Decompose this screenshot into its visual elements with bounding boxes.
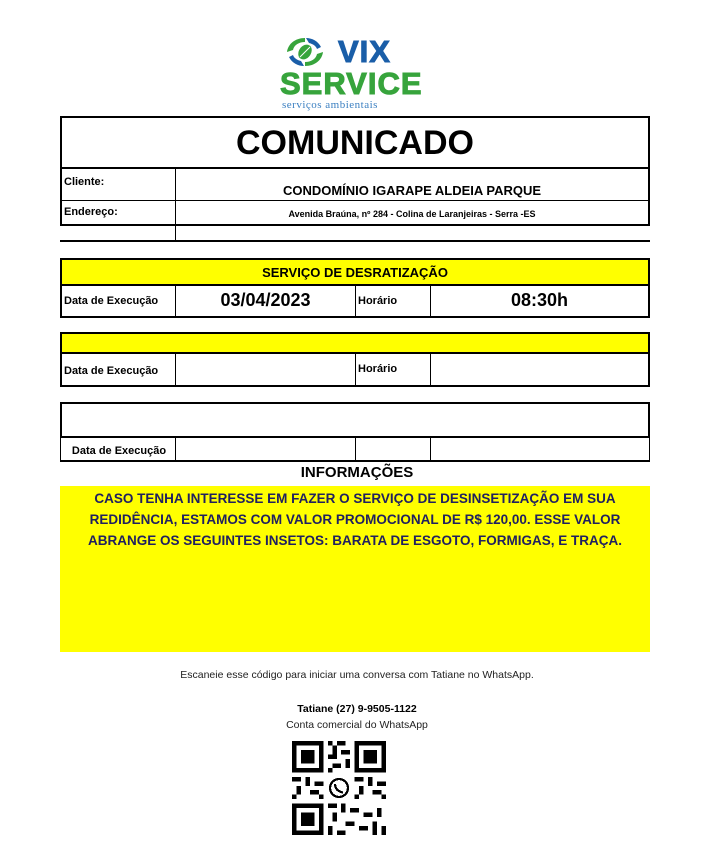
service3-date-value	[176, 440, 355, 460]
address-label: Endereço:	[64, 206, 118, 218]
service1-time-label: Horário	[358, 295, 398, 307]
service3-date-label: Data de Execução	[71, 445, 167, 457]
page-title: COMUNICADO	[236, 123, 474, 162]
contact-subtitle: Conta comercial do WhatsApp	[286, 719, 428, 731]
service1-time-value: 08:30h	[510, 289, 569, 310]
service2-time-label: Horário	[358, 363, 398, 375]
scan-instructions: Escaneie esse código para iniciar uma conversa com Tatiane no WhatsApp.	[180, 669, 534, 681]
service1-title: SERVIÇO DE DESRATIZAÇÃO	[262, 264, 448, 280]
whatsapp-qr-code-icon[interactable]	[292, 741, 386, 835]
vix-service-logo	[280, 33, 423, 113]
service1-date-value: 03/04/2023	[220, 289, 311, 310]
info-text: CASO TENHA INTERESSE EM FAZER O SERVIÇO DE DESINSETIZAÇÃO EM SUA REDIDÊNCIA, ESTAMOS COM VALOR PROMOCIONAL DE R$ 120,00. ESSE VALOR ABRANGE OS SEGUINTES INSETOS: BARATA DE ESGOTO, FORMIGAS, E TRAÇA.	[60, 486, 650, 652]
service2-time-value	[431, 356, 648, 384]
recycle-leaf-icon	[283, 35, 327, 69]
info-title: INFORMAÇÕES	[300, 464, 414, 481]
service2-date-value	[176, 356, 355, 384]
service2-date-label: Data de Execução	[64, 365, 159, 377]
service3-title	[62, 404, 648, 436]
service1-date-label: Data de Execução	[64, 295, 159, 307]
logo-tagline: serviços ambientais	[282, 99, 378, 111]
contact-name: Tatiane (27) 9-9505-1122	[297, 703, 417, 715]
logo-service-text: SERVICE	[280, 66, 423, 101]
address-value: Avenida Braúna, nº 284 - Colina de Laranjeiras - Serra -ES	[288, 209, 536, 219]
client-label: Cliente:	[64, 176, 105, 188]
client-value: CONDOMÍNIO IGARAPE ALDEIA PARQUE	[282, 182, 542, 198]
service2-title	[62, 334, 648, 352]
logo-vix-text: VIX	[338, 34, 391, 69]
